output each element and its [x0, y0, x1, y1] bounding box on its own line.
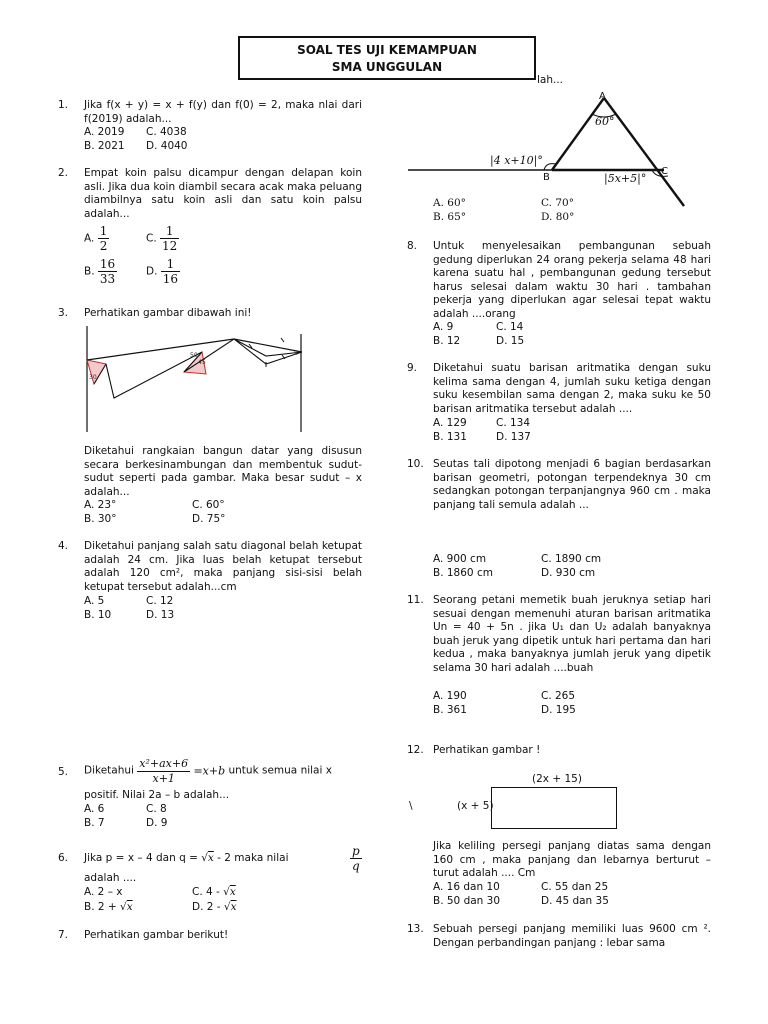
option-b	[84, 901, 133, 915]
option-text: D. 2 - √	[192, 901, 231, 913]
option-text: B. 2 + √	[84, 901, 127, 913]
fraction	[98, 257, 117, 286]
denominator: 16	[162, 272, 179, 286]
option-text: C. 4 - √	[192, 886, 230, 898]
question-text: Diketahui panjang salah satu diagonal belah ketupat adalah 24 cm. Jika luas belah ketupat tersebut adalah 120 cm², maka panjang sisi-sisi belah ketupat tersebut adalah...cm	[84, 540, 362, 593]
question-text: Perhatikan gambar berikut!	[84, 929, 229, 941]
option-c: C. 60°	[192, 499, 225, 511]
question-number: 7.	[58, 929, 69, 941]
question-5-number: 5.	[58, 766, 69, 778]
option-a: A. 2019	[84, 126, 125, 138]
title-line-2: SMA UNGGULAN	[331, 60, 443, 74]
fraction-p-q	[350, 844, 362, 873]
question-text: Diketahui	[84, 764, 134, 777]
option-b: B. 50 dan 30	[433, 895, 501, 907]
question-text-cont: untuk semua nilai x	[228, 764, 332, 777]
fraction	[98, 224, 110, 253]
option-b: B. 7	[84, 817, 105, 829]
question-number: 3.	[58, 307, 69, 319]
question-number: 13.	[407, 923, 424, 935]
radicand: x	[230, 901, 237, 913]
question-3	[58, 307, 362, 321]
question-text-cont: - 2 maka nilai	[213, 852, 289, 864]
option-b: B. 65°	[433, 211, 467, 223]
option-d: D. 9	[146, 817, 168, 829]
option-c: C. 14	[496, 321, 524, 333]
question-number: 1.	[58, 99, 69, 111]
question-5-line2: positif. Nilai 2a – b adalah...	[84, 789, 230, 801]
rectangle-figure	[491, 787, 617, 829]
question-11	[407, 594, 711, 676]
option-a	[84, 224, 109, 253]
fraction	[160, 224, 179, 253]
question-number: 11.	[407, 594, 424, 606]
option-d: D. 13	[146, 609, 175, 621]
denominator: 2	[99, 239, 108, 253]
title-box	[238, 36, 536, 80]
radicand: x	[229, 886, 236, 898]
option-c: C. 70°	[541, 197, 574, 209]
label-50: 50	[190, 352, 198, 359]
question-12	[407, 744, 711, 758]
option-label: D.	[146, 265, 158, 278]
label-45: 45	[198, 359, 206, 366]
cut-text: lah...	[537, 74, 564, 86]
question-5-line1	[84, 757, 332, 786]
question-text: Empat koin palsu dicampur dengan delapan koin asli. Jika dua koin diambil secara acak maka peluang diambilnya satu koin asli dan satu koin palsu adalah...	[84, 167, 362, 220]
option-label: B.	[84, 265, 95, 278]
question-number: 12.	[407, 744, 424, 756]
figure-triangle	[404, 86, 694, 210]
question-6-number: 6.	[58, 852, 69, 864]
vertex-a: A	[599, 91, 606, 102]
question-10	[407, 458, 711, 512]
denominator: 12	[162, 239, 178, 253]
numerator: p	[352, 844, 360, 858]
figure-zigzag	[84, 324, 306, 434]
option-a: A. 129	[433, 417, 467, 429]
question-text: Diketahui suatu barisan aritmatika dengan suku kelima sama dengan 4, jumlah suku ketiga dengan suku kesembilan sama dengan 2, maka suku ke 50 barisan aritmatika tersebut adalah ....	[433, 362, 711, 415]
option-a: A. 2 – x	[84, 886, 123, 898]
label-length: (2x + 15)	[532, 773, 582, 785]
option-a: A. 900 cm	[433, 553, 487, 565]
option-b: B. 131	[433, 431, 467, 443]
option-c: C. 12	[146, 595, 174, 607]
question-text: Seutas tali dipotong menjadi 6 bagian berdasarkan barisan geometri, potongan terpendeknya 30 cm sedangkan potongan terpanjangnya 960 cm . maka panjang tali semula adalah ...	[433, 458, 711, 511]
angle-right-expr: |5x+5|°	[604, 172, 647, 185]
option-d: D. 4040	[146, 140, 188, 152]
vertex-b: B	[543, 172, 550, 183]
question-12-text: Jika keliling persegi panjang diatas sama dengan 160 cm , maka panjang dan lebarnya berturut – turut adalah .... Cm	[433, 840, 711, 880]
option-c: C. 1890 cm	[541, 553, 602, 565]
question-8	[407, 240, 711, 322]
radicand: x	[207, 852, 214, 864]
label-x: x	[294, 350, 298, 357]
option-d	[192, 901, 237, 915]
radicand: x	[126, 901, 133, 913]
option-c: C. 265	[541, 690, 576, 702]
question-6-line2: adalah ....	[84, 872, 137, 884]
angle-60: 60°	[595, 115, 615, 128]
option-a: A. 190	[433, 690, 467, 702]
option-b: B. 361	[433, 704, 467, 716]
option-b	[84, 257, 117, 286]
numerator: 1	[99, 224, 108, 238]
option-d: D. 45 dan 35	[541, 895, 609, 907]
question-intro: Perhatikan gambar !	[433, 744, 541, 756]
question-intro: Perhatikan gambar dibawah ini!	[84, 307, 252, 319]
option-d	[146, 257, 180, 286]
question-7	[58, 929, 362, 943]
stray-backslash: \	[409, 800, 413, 812]
denominator: x+1	[152, 772, 175, 785]
option-a: A. 60°	[433, 197, 466, 209]
option-b: B. 10	[84, 609, 112, 621]
option-c: C. 8	[146, 803, 167, 815]
equation: =x+b	[193, 764, 226, 778]
option-b: B. 12	[433, 335, 461, 347]
option-b: B. 2021	[84, 140, 125, 152]
question-2	[58, 167, 362, 221]
option-d: D. 15	[496, 335, 525, 347]
option-a: A. 6	[84, 803, 105, 815]
question-13	[407, 923, 711, 950]
question-text: Seorang petani memetik buah jeruknya setiap hari sesuai dengan memenuhi aturan barisan aritmatika Un = 40 + 5n . jika U₁ dan U₂ adalah banyaknya buah jeruk yang dipetik untuk hari pertama dan hari kedua , maka banyaknya jumlah jeruk yang dipetik selama 30 hari adalah ....buah	[433, 594, 711, 674]
question-number: 10.	[407, 458, 424, 470]
label-30: 30	[89, 374, 97, 381]
fraction	[137, 757, 190, 786]
question-text: Sebuah persegi panjang memiliki luas 9600 cm ². Dengan perbandingan panjang : lebar sama	[433, 923, 711, 949]
option-d: D. 195	[541, 704, 576, 716]
question-text: Jika f(x + y) = x + f(y) dan f(0) = 2, maka nlai dari f(2019) adalah...	[84, 99, 362, 125]
question-number: 4.	[58, 540, 69, 552]
option-a: A. 5	[84, 595, 105, 607]
question-1	[58, 99, 362, 126]
option-b: B. 30°	[84, 513, 117, 525]
option-c	[192, 886, 236, 900]
question-6-line1	[84, 852, 288, 866]
angle-left-expr: |4 x+10|°	[490, 154, 543, 167]
option-c	[146, 224, 179, 253]
title-line-1: SOAL TES UJI KEMAMPUAN	[297, 43, 477, 57]
option-d: D. 137	[496, 431, 531, 443]
option-a: A. 23°	[84, 499, 117, 511]
option-a: A. 16 dan 10	[433, 881, 500, 893]
question-3-text: Diketahui rangkaian bangun datar yang disusun secara berkesinambungan dan membentuk sudut-sudut seperti pada gambar. Maka besar sudut – x adalah...	[84, 445, 362, 498]
fraction	[161, 257, 180, 286]
question-4	[58, 540, 362, 594]
option-a: A. 9	[433, 321, 454, 333]
numerator: 1	[160, 224, 179, 239]
label-width: (x + 5)	[457, 800, 494, 812]
option-d: D. 930 cm	[541, 567, 596, 579]
question-number: 9.	[407, 362, 418, 374]
option-c: C. 134	[496, 417, 531, 429]
question-9	[407, 362, 711, 416]
option-c: C. 4038	[146, 126, 187, 138]
numerator: 1	[161, 257, 180, 272]
denominator: q	[352, 859, 360, 873]
option-c: C. 55 dan 25	[541, 881, 609, 893]
denominator: 33	[99, 272, 116, 286]
question-text: Untuk menyelesaikan pembangunan sebuah gedung diperlukan 24 orang pekerja selama 48 hari karena suatu hal , pembangunan gedung tersebut harus selesai dalam waktu 30 hari . tambahan pekerja yang diperlukan agar selesai tepat waktu adalah ....orang	[433, 240, 711, 320]
question-number: 2.	[58, 167, 69, 179]
option-d: D. 80°	[541, 211, 575, 223]
question-text: Jika p = x – 4 dan q = √	[84, 852, 208, 864]
numerator: x²+ax+6	[139, 757, 189, 770]
numerator: 16	[99, 257, 116, 271]
vertex-c: C	[661, 166, 668, 177]
option-label: A.	[84, 232, 95, 245]
option-b: B. 1860 cm	[433, 567, 493, 579]
question-number: 8.	[407, 240, 418, 252]
option-label: C.	[146, 232, 157, 245]
option-d: D. 75°	[192, 513, 226, 525]
